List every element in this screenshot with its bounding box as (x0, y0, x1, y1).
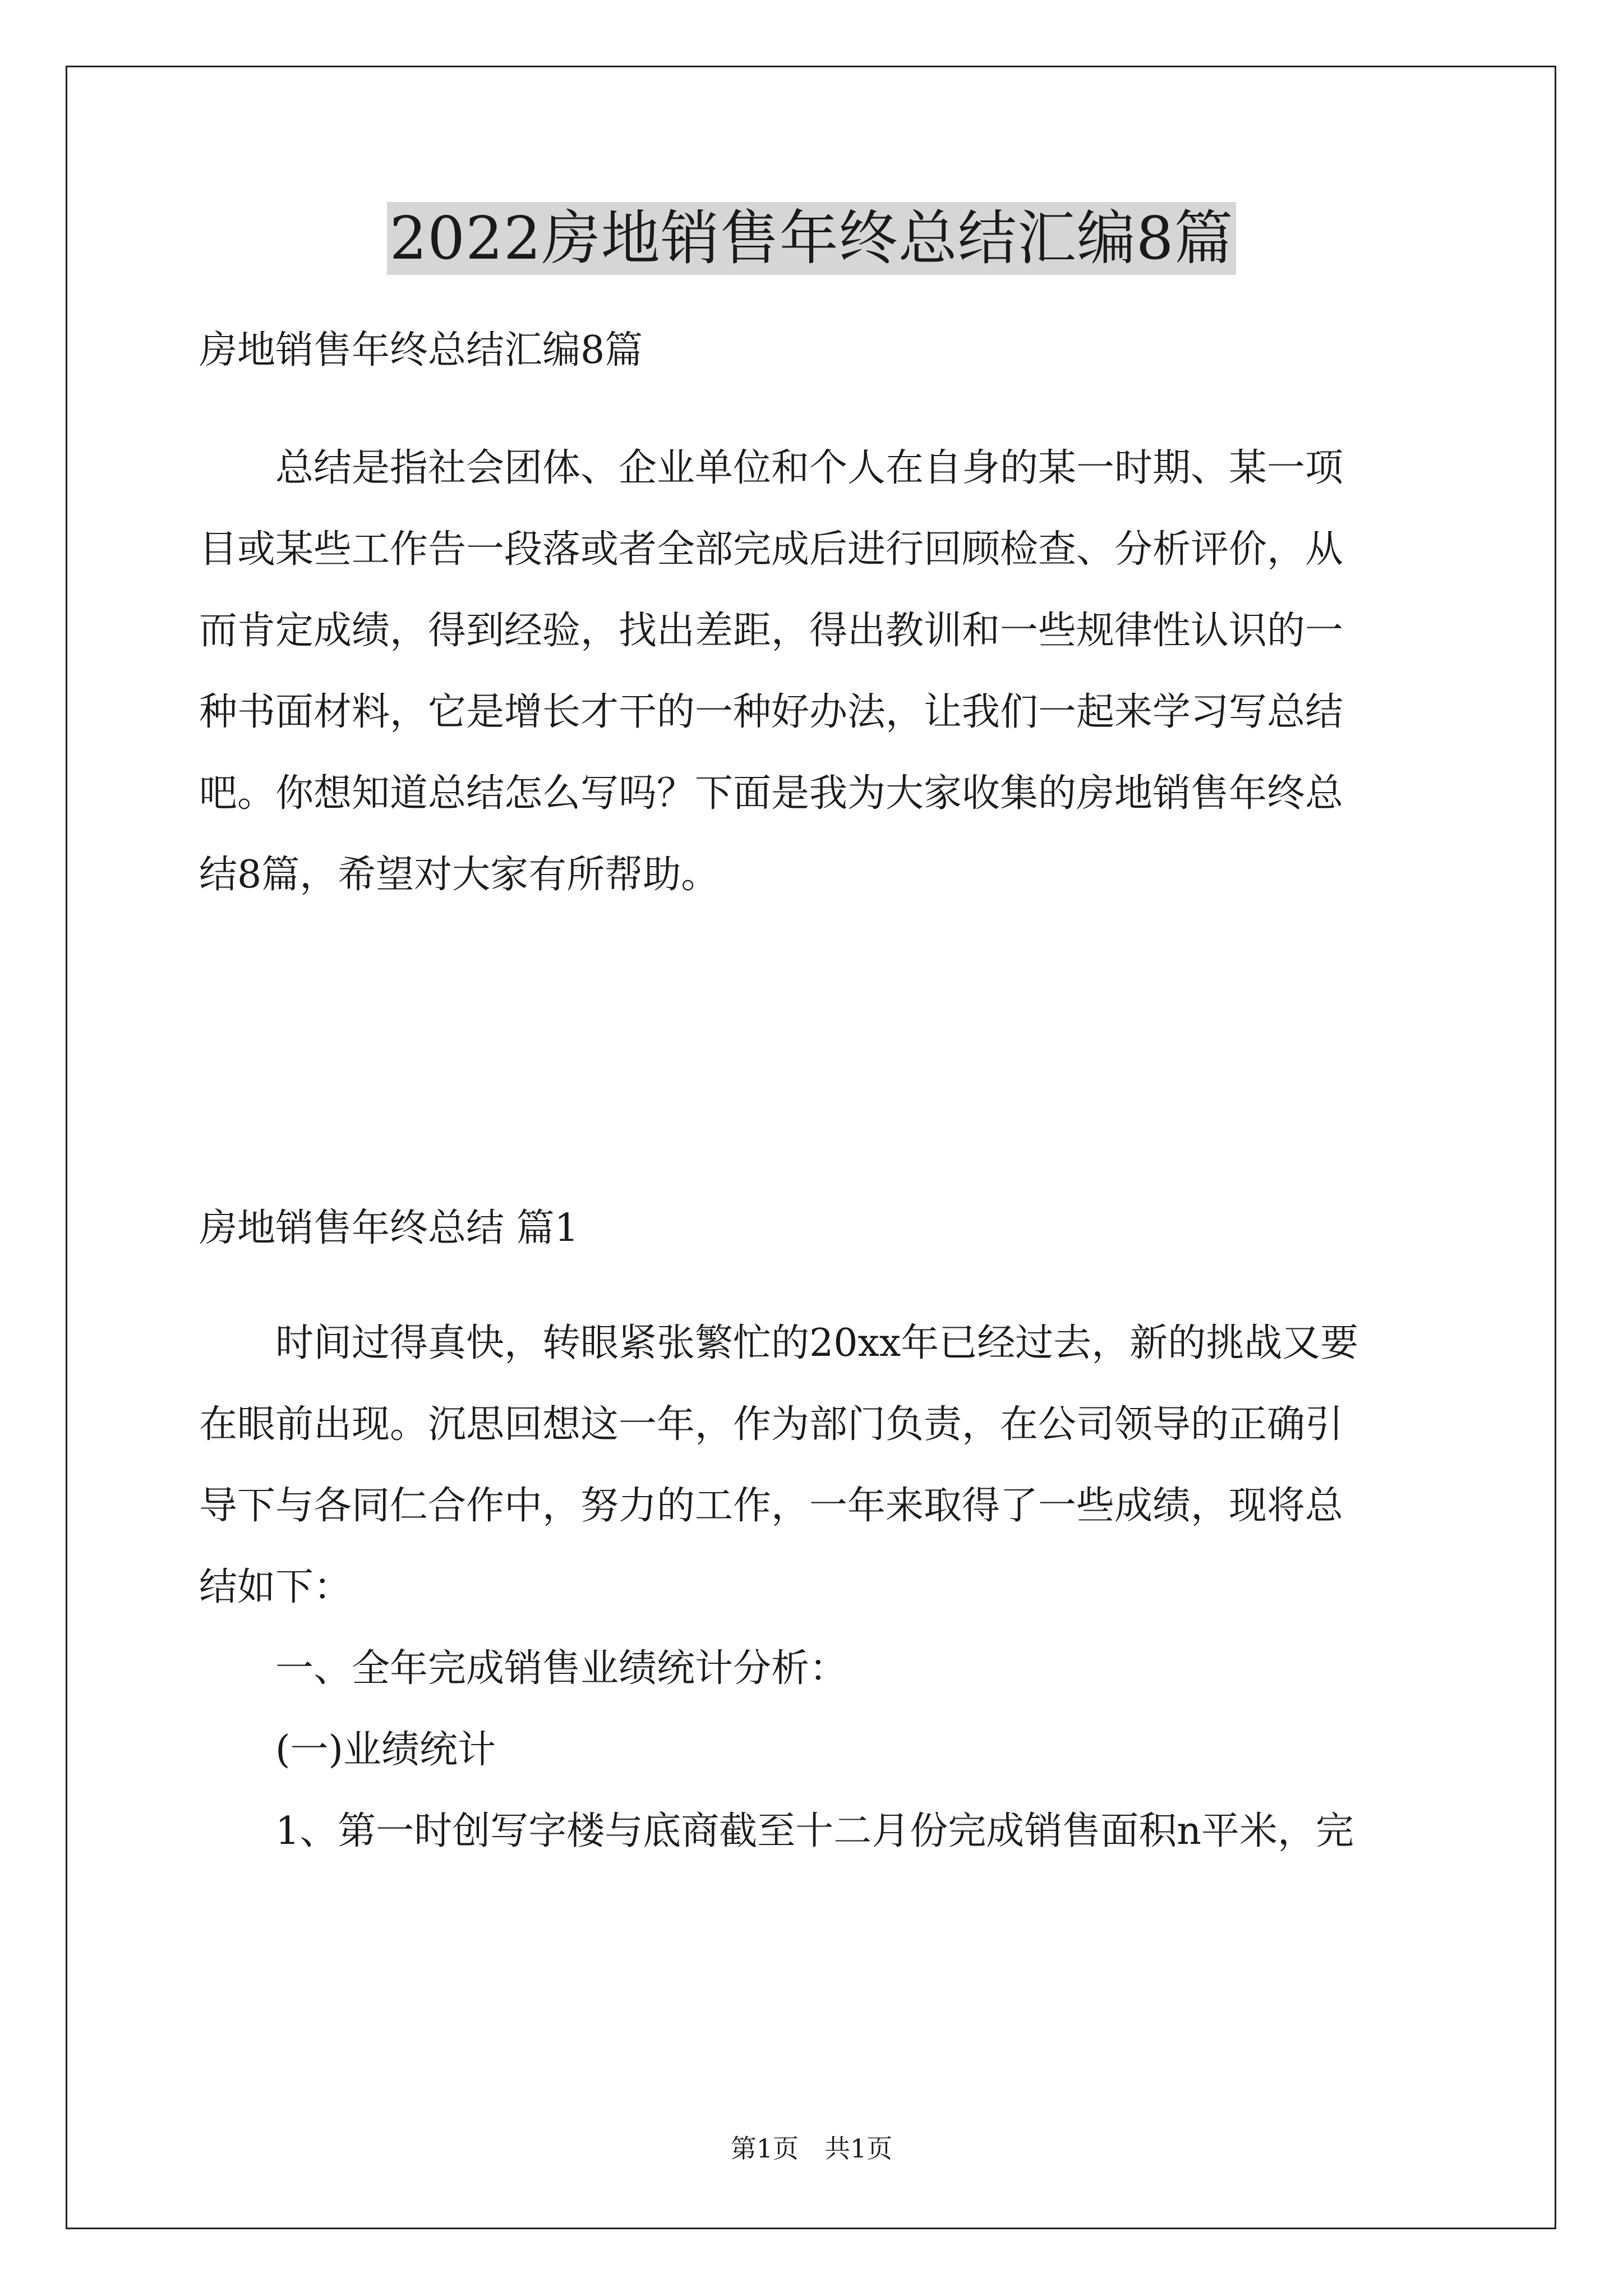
paragraph-line: 吧。你想知道总结怎么写吗？下面是我为大家收集的房地销售年终总 (199, 771, 1344, 816)
paragraph-line: 导下与各同仁合作中，努力的工作，一年来取得了一些成绩，现将总 (199, 1484, 1344, 1528)
title-container (0, 202, 1623, 275)
section-heading: 房地销售年终总结 篇1 (199, 1206, 579, 1250)
paragraph-line: 结如下： (199, 1565, 352, 1609)
paragraph-line: 而肯定成绩，得到经验，找出差距，得出教训和一些规律性认识的一 (199, 609, 1344, 653)
paragraph-line: 目或某些工作告一段落或者全部完成后进行回顾检查、分析评价，从 (199, 527, 1344, 572)
list-item: 1、第一时创写字楼与底商截至十二月份完成销售面积n平米，完 (199, 1809, 1354, 1853)
paragraph-line: 总结是指社会团体、企业单位和个人在自身的某一时期、某一项 (199, 446, 1344, 490)
list-subheading: (一)业绩统计 (199, 1728, 496, 1772)
paragraph-line: 种书面材料，它是增长才干的一种好办法，让我们一起来学习写总结 (199, 690, 1344, 734)
page-footer: 第1页 共1页 (730, 2133, 893, 2164)
paragraph-line: 结8篇，希望对大家有所帮助。 (199, 853, 720, 897)
paragraph-line: 时间过得真快，转眼紧张繁忙的20xx年已经过去，新的挑战又要 (199, 1321, 1359, 1365)
document-title: 2022房地销售年终总结汇编8篇 (387, 202, 1235, 275)
subtitle-line: 房地销售年终总结汇编8篇 (199, 328, 643, 372)
list-heading: 一、全年完成销售业绩统计分析： (199, 1646, 848, 1691)
paragraph-line: 在眼前出现。沉思回想这一年，作为部门负责，在公司领导的正确引 (199, 1402, 1344, 1447)
page-border (66, 66, 1556, 2229)
